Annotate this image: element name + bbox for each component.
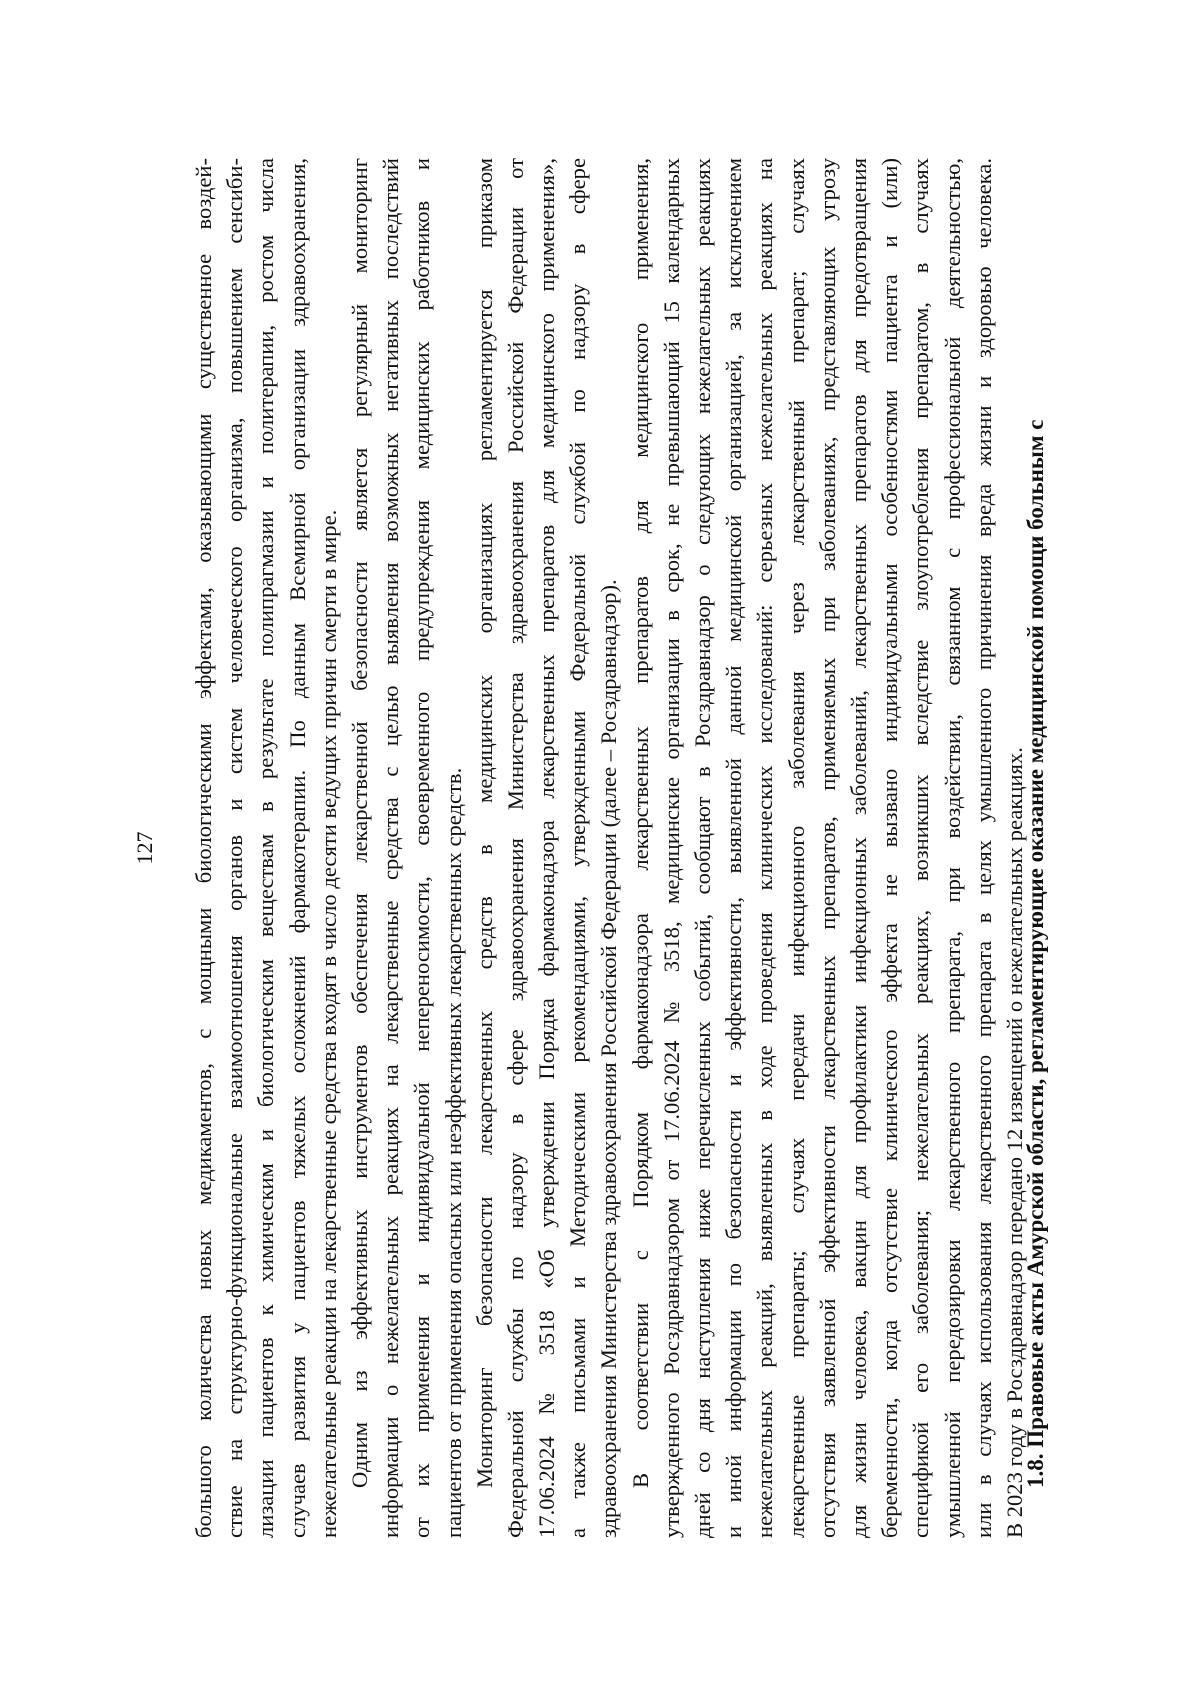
text-line: или в случаях использования лекарственного препарата в целях умышленного причинения вреда жизни и здоровью человека.	[970, 158, 996, 1538]
text-line: здравоохранения Министерства здравоохранения Российской Федерации (далее – Росздравнадзор).	[596, 579, 622, 1538]
text-line: нежелательные реакции на лекарственные средства входят в число десяти ведущих причин смерти в мире.	[315, 509, 341, 1538]
text-line: беременности, когда отсутствие клинического эффекта не вызвано индивидуальными особенностями пациента и (или)	[877, 158, 903, 1538]
text-line: 17.06.2024 № 3518 «Об утверждении Порядка фармаконадзора лекарственных препаратов для медицинского применения»,	[534, 158, 560, 1538]
text-line: большого количества новых медикаментов, с мощными биологическими эффектами, оказывающими существенное воздей-	[191, 158, 216, 1538]
page-number: 127	[132, 831, 157, 865]
text-line: а также письмами и Методическими рекомендациями, утвержденными Федеральной службой по надзору в сфере	[565, 158, 591, 1538]
text-line: и иной информации по безопасности и эффективности, выявленной данной медицинской организацией, за исключением	[721, 158, 747, 1538]
text-line: лизации пациентов к химическим и биологическим веществам в результате полипрагмазии и политерапии, ростом числа	[253, 158, 279, 1538]
paragraph-3	[469, 158, 625, 1538]
text-line: В 2023 году в Росздравнадзор передано 12 извещений о нежелательных реакциях.	[1001, 747, 1027, 1538]
text-line: пациентов от применения опасных или неэффективных лекарственных средств.	[440, 767, 466, 1538]
text-line: умышленной передозировки лекарственного препарата, при воздействии, связанном с профессиональной деятельностью,	[939, 158, 965, 1538]
text-line: от их применения и индивидуальной непереносимости, своевременного предупреждения медицинских работников и	[409, 158, 435, 1538]
text-line: Федеральной службы по надзору в сфере здравоохранения Министерства здравоохранения Российской Федерации от	[502, 158, 528, 1538]
text-line: утвержденного Росздравнадзором от 17.06.2024 № 3518, медицинские организации в срок, не превышающий 15 календарных	[658, 158, 684, 1538]
text-line: случаев развития у пациентов тяжелых осложнений фармакотерапии. По данным Всемирной организации здравоохранения,	[284, 158, 310, 1538]
text-line: В соответствии с Порядком фармаконадзора лекарственных препаратов для медицинского применения,	[627, 158, 653, 1488]
paragraph-2	[344, 158, 469, 1538]
text-line: отсутствия заявленной эффективности лекарственных препаратов, применяемых при заболеваниях, представляющих угрозу	[814, 158, 840, 1538]
text-line: Одним из эффективных инструментов обеспечения лекарственной безопасности является регулярный мониторинг	[346, 158, 372, 1488]
text-line: дней со дня наступления ниже перечисленных событий, сообщают в Росздравнадзор о следующих нежелательных реакциях	[690, 158, 715, 1538]
text-line: спецификой его заболевания; нежелательных реакциях, возникших вследствие злоупотребления препаратом, в случаях	[908, 158, 934, 1538]
section-heading: 1.8. Правовые акты Амурской области, регламентирующие оказание медицинской помощи больным с	[1023, 419, 1048, 1488]
document-body	[188, 158, 1030, 1538]
text-line: Мониторинг безопасности лекарственных средств в медицинских организациях регламентируется приказом	[471, 158, 497, 1488]
text-line: для жизни человека, вакцин для профилактики инфекционных заболеваний, лекарственных препаратов для предотвращения	[845, 158, 871, 1538]
rotated-content	[130, 158, 1070, 1538]
text-line: нежелательных реакций, выявленных в ходе проведения клинических исследований: серьезных нежелательных реакциях на	[752, 158, 778, 1538]
text-line: информации о нежелательных реакциях на лекарственные средства с целью выявления возможных негативных последствий	[378, 158, 404, 1538]
text-line: лекарственные препараты; случаях передачи инфекционного заболевания через лекарственный препарат; случаях	[783, 158, 809, 1538]
paragraph-4	[625, 158, 1030, 1538]
text-line: ствие на структурно-функциональные взаимоотношения органов и систем человеческого организма, повышением сенсиби-	[222, 158, 248, 1538]
paragraph-1	[188, 158, 344, 1538]
